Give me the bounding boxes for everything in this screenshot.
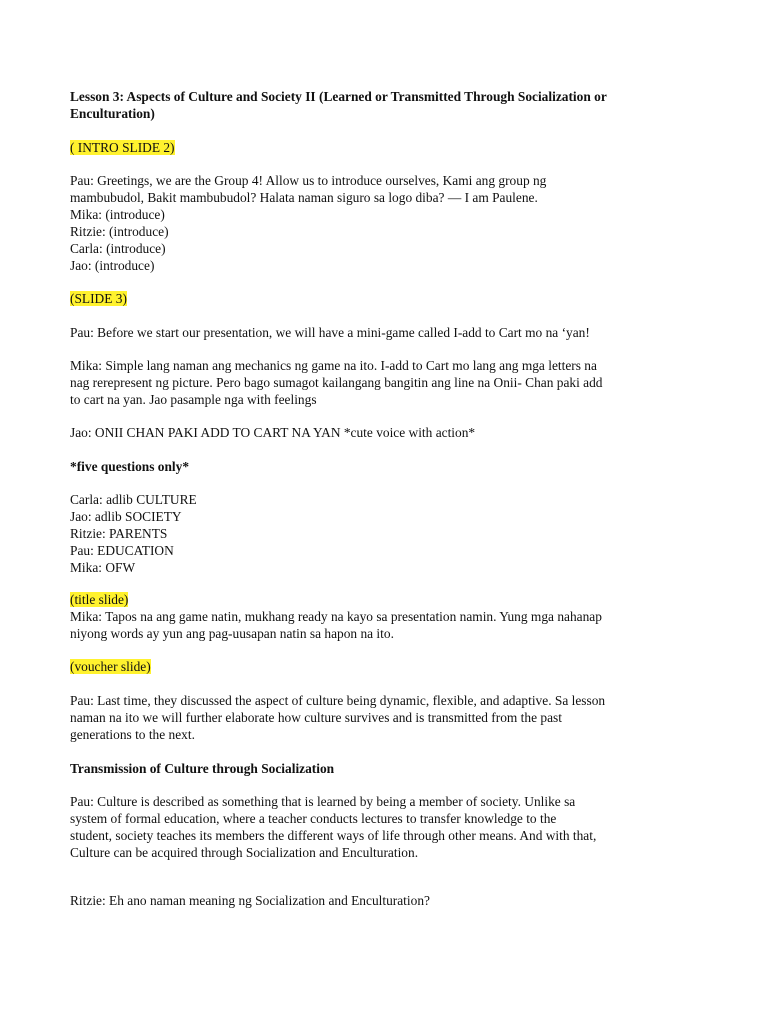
lesson-title: Lesson 3: Aspects of Culture and Society II (Learned or Transmitted Through Socialization or Enculturation) bbox=[70, 89, 607, 121]
pau-last-time-paragraph: Pau: Last time, they discussed the aspect of culture being dynamic, flexible, and adaptive. Sa lesson naman na ito we will further elaborate how culture survives and is transmitted from the past generations to the next. bbox=[70, 693, 606, 742]
title-slide-section: (title slide) Mika: Tapos na ang game natin, mukhang ready na kayo sa presentation namin. Yung mga nahanap niyong words ay yun ang pag-uusapan natin sa hapon na ito. bbox=[70, 592, 602, 641]
title-slide-tag: (title slide) bbox=[70, 592, 129, 607]
section-heading: Transmission of Culture through Socialization bbox=[70, 761, 335, 776]
ritzie-question: Ritzie: Eh ano naman meaning ng Socialization and Enculturation? bbox=[70, 893, 430, 908]
list-item: Carla: adlib CULTURE bbox=[70, 492, 197, 507]
list-item: Mika: OFW bbox=[70, 560, 136, 575]
voucher-slide-tag: (voucher slide) bbox=[70, 659, 151, 674]
pau-minigame-line: Pau: Before we start our presentation, we will have a mini-game called I-add to Cart mo na ‘yan! bbox=[70, 325, 590, 340]
slide-3-tag: (SLIDE 3) bbox=[70, 291, 127, 306]
intro-slide-tag: ( INTRO SLIDE 2) bbox=[70, 140, 175, 155]
answers-list bbox=[70, 491, 710, 576]
list-item: Pau: EDUCATION bbox=[70, 543, 174, 558]
mika-mechanics-paragraph: Mika: Simple lang naman ang mechanics ng game na ito. I-add to Cart mo lang ang mga letters na nag rerepresent ng picture. Pero bago sumagot kailangang bangitin ang line na Onii- Chan paki add to cart na yan. Jao pasample nga with feelings bbox=[70, 358, 603, 407]
list-item: Ritzie: PARENTS bbox=[70, 526, 168, 541]
intro-paragraph: Pau: Greetings, we are the Group 4! Allow us to introduce ourselves, Kami ang group ng mambubudol, Bakit mambubudol? Halata naman siguro sa logo diba? — I am Paulene. Mika: (introduce) Ritzie: (introduce) Carla: (introduce) Jao: (introduce) bbox=[70, 173, 547, 273]
pau-culture-paragraph: Pau: Culture is described as something that is learned by being a member of society. Unlike sa system of formal education, where a teacher conducts lectures to transfer knowledge to the student, society teaches its members the different ways of life through other means. And with that, Culture can be acquired through Socialization and Enculturation. bbox=[70, 794, 597, 860]
list-item: Jao: adlib SOCIETY bbox=[70, 509, 182, 524]
five-questions-note: *five questions only* bbox=[70, 459, 190, 474]
jao-line: Jao: ONII CHAN PAKI ADD TO CART NA YAN *cute voice with action* bbox=[70, 425, 476, 440]
